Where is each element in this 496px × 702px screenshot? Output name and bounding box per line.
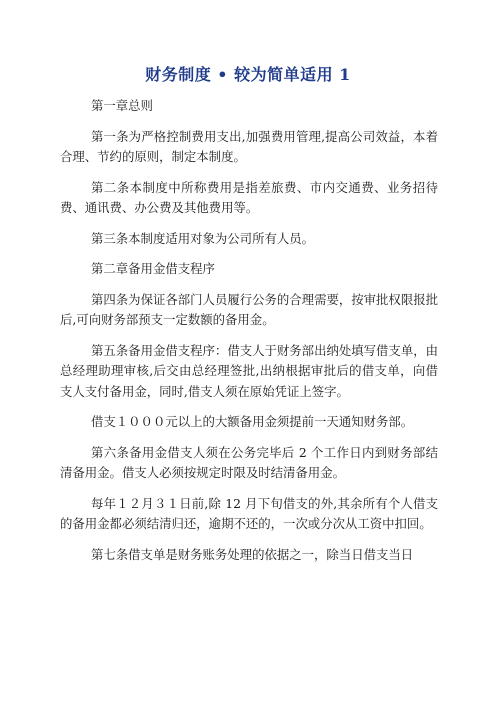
chapter-heading: 第二章备用金借支程序 <box>91 261 215 276</box>
document-title: 财务制度 • 较为简单适用 1 <box>145 65 351 84</box>
chapter-heading: 第一章总则 <box>91 98 153 113</box>
paragraph: 第六条备用金借支人须在公务完毕后 2 个工作日内到财务部结清备用金。借支人必须按规定时限及时结清备用金。 <box>60 444 438 480</box>
paragraph: 第二条本制度中所称费用是指差旅费、市内交通费、业务招待费、通讯费、办公费及其他费用等。 <box>60 179 438 215</box>
paragraph: 第一条为严格控制费用支出,加强费用管理,提高公司效益，本着合理、节约的原则，制定本制度。 <box>60 128 438 164</box>
paragraph: 第七条借支单是财务账务处理的依据之一，除当日借支当日 <box>91 546 414 562</box>
document-body <box>60 96 438 575</box>
paragraph: 第三条本制度适用对象为公司所有人员。 <box>91 230 315 246</box>
paragraph: 第五条备用金借支程序：借支人于财务部出纳处填写借支单，由总经理助理审核,后交由总经理签批,出纳根据审批后的借支单，向借支人支付备用金，同时,借支人须在原始凭证上签字。 <box>60 342 438 399</box>
paragraph: 每年１２月３１日前,除 12 月下旬借支的外,其余所有个人借支的备用金都必须结清归还，逾期不还的，一次或分次从工资中扣回。 <box>60 495 438 531</box>
paragraph: 借支１０００元以上的大额备用金须提前一天通知财务部。 <box>91 414 414 429</box>
paragraph: 第四条为保证各部门人员履行公务的合理需要，按审批权限报批后,可向财务部预支一定数额的备用金。 <box>60 291 438 327</box>
